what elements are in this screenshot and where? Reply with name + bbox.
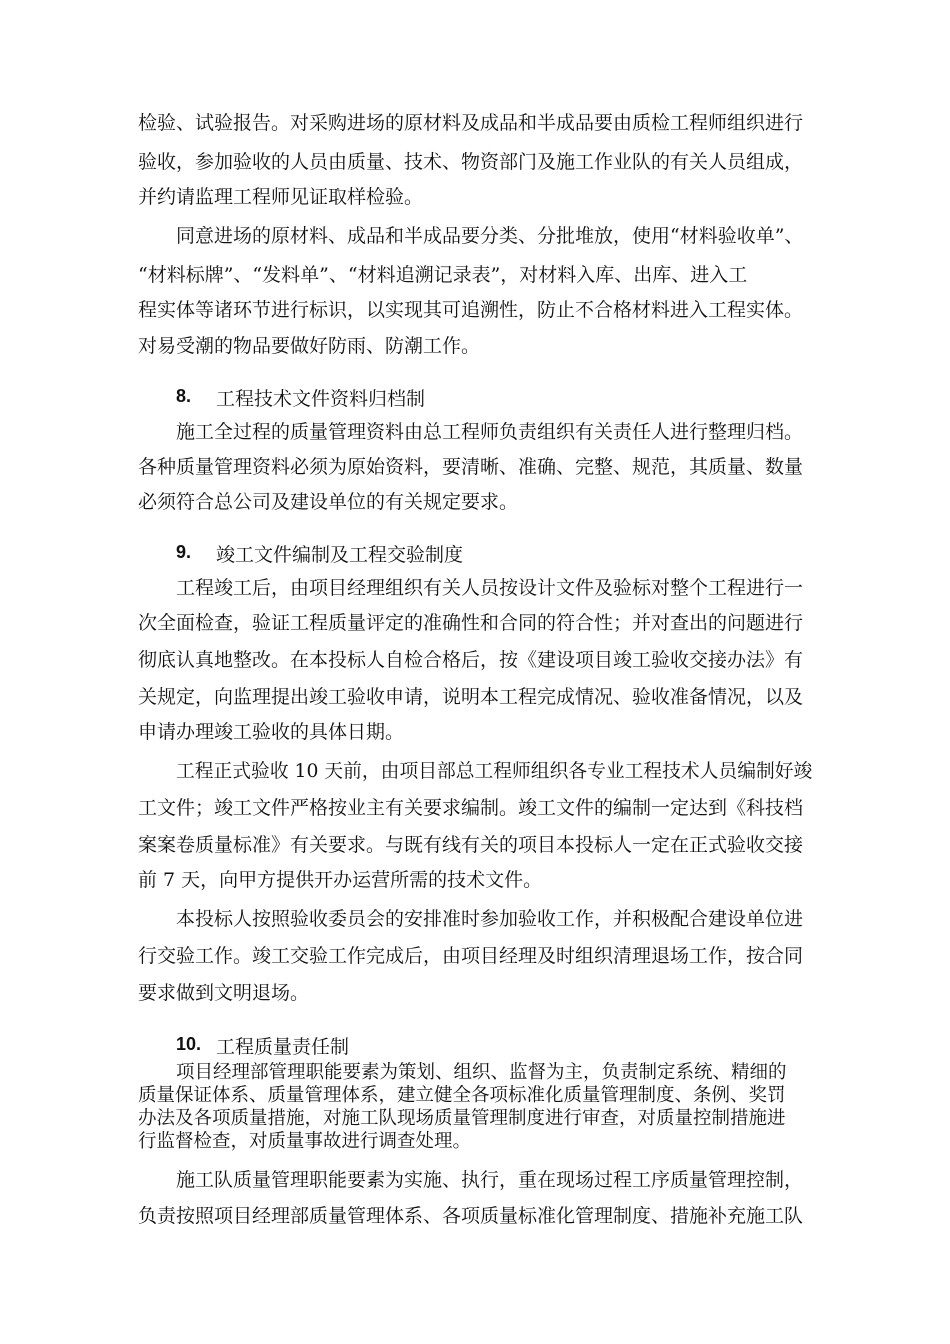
section-title: 工程质量责任制: [216, 1036, 350, 1058]
text-line: 项目经理部管理职能要素为策划、组织、监督为主，负责制定系统、精细的: [176, 1062, 787, 1083]
text-line: 并约请监理工程师见证取样检验。: [138, 186, 424, 208]
text-line: 检验、试验报告。对采购进场的原材料及成品和半成品要由质检工程师组织进行: [138, 112, 804, 134]
text-line: 工程竣工后，由项目经理组织有关人员按设计文件及验标对整个工程进行一: [176, 577, 804, 599]
text-line: 前 7 天，向甲方提供开办运营所需的技术文件。: [138, 869, 543, 891]
text-line: 次全面检查，验证工程质量评定的准确性和合同的符合性；并对查出的问题进行: [138, 612, 804, 634]
text-line: 申请办理竣工验收的具体日期。: [138, 721, 405, 743]
text-line: 程实体等诸环节进行标识，以实现其可追溯性，防止不合格材料进入工程实体。: [138, 299, 804, 321]
text-line: 对易受潮的物品要做好防雨、防潮工作。: [138, 335, 481, 357]
section-title: 工程技术文件资料归档制: [216, 388, 426, 410]
text-line: 关规定，向监理提出竣工验收申请，说明本工程完成情况、验收准备情况，以及: [138, 686, 804, 708]
text-line: 彻底认真地整改。在本投标人自检合格后，按《建设项目竣工验收交接办法》有: [138, 649, 804, 671]
text-line: 必须符合总公司及建设单位的有关规定要求。: [138, 491, 519, 513]
text-line: “材料标牌”、“发料单”、“材料追溯记录表”，对材料入库、出库、进入工: [138, 264, 748, 286]
section-number: 9.: [176, 542, 192, 562]
text-line: 施工全过程的质量管理资料由总工程师负责组织有关责任人进行整理归档。: [176, 421, 804, 443]
text-line: 要求做到文明退场。: [138, 982, 310, 1004]
text-line: 行监督检查，对质量事故进行调查处理。: [138, 1131, 472, 1152]
section-number: 10.: [176, 1034, 202, 1054]
text-line: 各种质量管理资料必须为原始资料，要清晰、准确、完整、规范，其质量、数量: [138, 456, 804, 478]
text-line: 办法及各项质量措施，对施工队现场质量管理制度进行审查，对质量控制措施进: [138, 1108, 786, 1129]
text-line: 验收，参加验收的人员由质量、技术、物资部门及施工作业队的有关人员组成，: [138, 151, 804, 173]
section-title: 竣工文件编制及工程交验制度: [216, 544, 464, 566]
text-line: 本投标人按照验收委员会的安排准时参加验收工作，并积极配合建设单位进: [176, 908, 804, 930]
text-line: 案案卷质量标准》有关要求。与既有线有关的项目本投标人一定在正式验收交接: [138, 834, 804, 856]
text-line: 工文件；竣工文件严格按业主有关要求编制。竣工文件的编制一定达到《科技档: [138, 797, 804, 819]
text-line: 负责按照项目经理部质量管理体系、各项质量标准化管理制度、措施补充施工队: [138, 1205, 804, 1227]
text-line: 行交验工作。竣工交验工作完成后，由项目经理及时组织清理退场工作，按合同: [138, 945, 804, 967]
section-number: 8.: [176, 386, 192, 406]
text-line: 质量保证体系、质量管理体系，建立健全各项标准化质量管理制度、条例、奖罚: [138, 1085, 786, 1106]
text-line: 同意进场的原材料、成品和半成品要分类、分批堆放，使用“材料验收单”、: [176, 225, 804, 247]
text-line: 施工队质量管理职能要素为实施、执行，重在现场过程工序质量管理控制，: [176, 1169, 804, 1191]
text-line: 工程正式验收 10 天前，由项目部总工程师组织各专业工程技术人员编制好竣: [176, 760, 813, 782]
